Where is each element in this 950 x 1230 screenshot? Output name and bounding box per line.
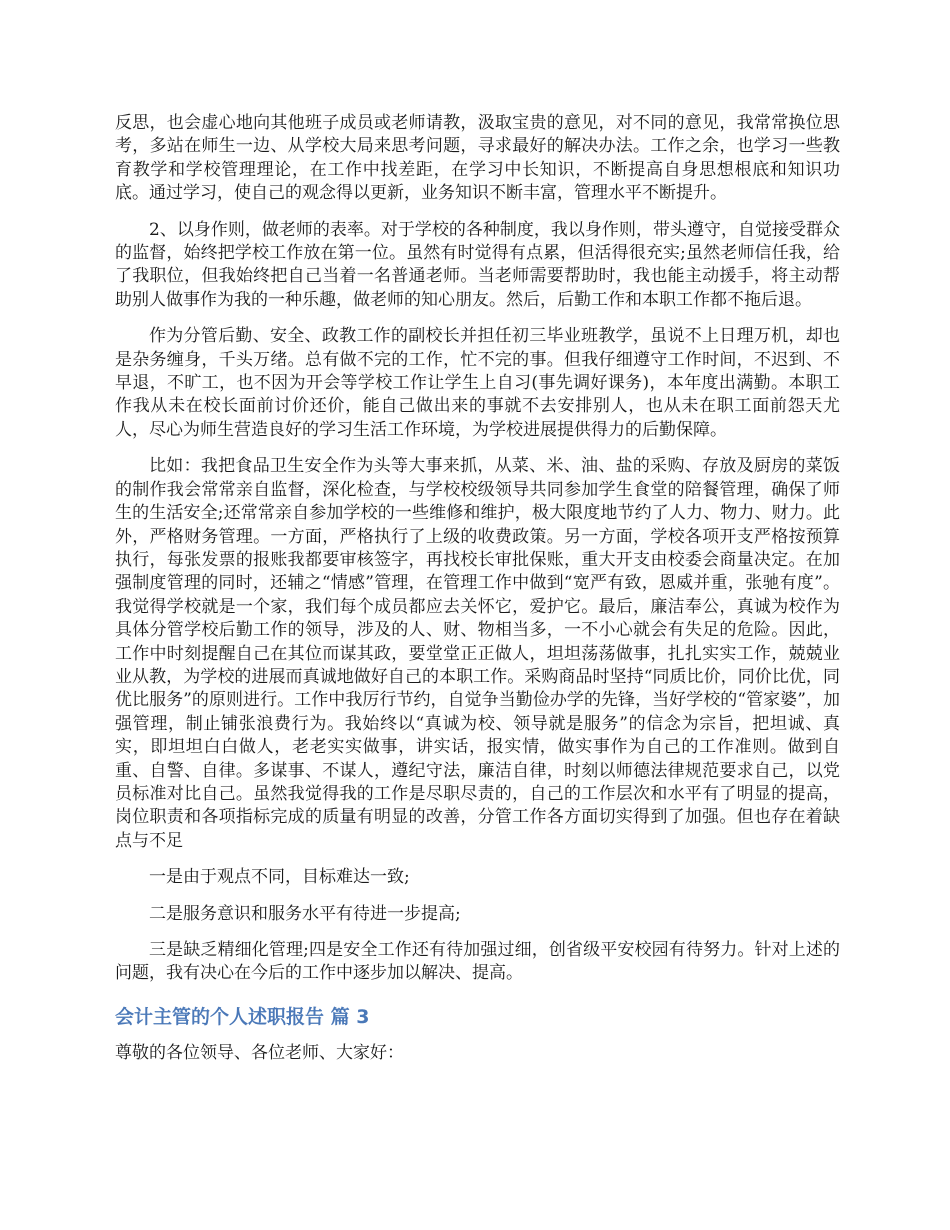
paragraph-lead-by-example: 2、以身作则，做老师的表率。对于学校的各种制度，我以身作则，带头遵守，自觉接受群众的监督，始终把学校工作放在第一位。虽然有时觉得有点累，但活得很充实;虽然老师信任我，给了我职位，但我始终把自己当着一名普通老师。当老师需要帮助时，我也能主动援手，将主动帮助别人做事作为我的一种乐趣，做老师的知心朋友。然后，后勤工作和本职工作都不拖后退。: [115, 219, 840, 310]
paragraph-logistics-role: 作为分管后勤、安全、政教工作的副校长并担任初三毕业班教学，虽说不上日理万机，却也是杂务缠身，千头万绪。总有做不完的工作，忙不完的事。但我仔细遵守工作时间，不迟到、不早退，不旷工，也不因为开会等学校工作让学生上自习(事先调好课务)，本年度出满勤。本职工作我从未在校长面前讨价还价，能自己做出来的事就不去安排别人，也从未在职工面前怨天尤人，尽心为师生营造良好的学习生活工作环境，为学校进展提供得力的后勤保障。: [115, 326, 840, 440]
shortcoming-item-2: 二是服务意识和服务水平有待进一步提高;: [149, 903, 461, 924]
document-page: [115, 112, 840, 1065]
shortcoming-item-3: 三是缺乏精细化管理;四是安全工作还有待加强过细，创省级平安校园有待努力。针对上述的问题，我有决心在今后的工作中逐步加以解决、提高。: [115, 940, 840, 984]
paragraph-reflection: 反思，也会虚心地向其他班子成员或老师请教，汲取宝贵的意见，对不同的意见，我常常换位思考，多站在师生一边、从学校大局来思考问题，寻求最好的解决办法。工作之余，也学习一些教育教学和学校管理理论，在工作中找差距，在学习中长知识，不断提高自身思想根底和知识功底。通过学习，使自己的观念得以更新，业务知识不断丰富，管理水平不断提升。: [115, 113, 840, 204]
shortcoming-item-1: 一是由于观点不同，目标难达一致;: [149, 867, 410, 888]
paragraph-examples: 比如：我把食品卫生安全作为头等大事来抓，从菜、米、油、盐的采购、存放及厨房的菜饭的制作我会常常亲自监督，深化检查，与学校校级领导共同参加学生食堂的陪餐管理，确保了师生的生活安全;还常常亲自参加学校的一些维修和维护，极大限度地节约了人力、物力、财力。此外，严格财务管理。一方面，严格执行了上级的收费政策。另一方面，学校各项开支严格按预算执行，每张发票的报账我都要审核签字，再找校长审批保账，重大开支由校委会商量决定。在加强制度管理的同时，还辅之“情感”管理，在管理工作中做到“宽严有致，恩威并重，张驰有度”。我觉得学校就是一个家，我们每个成员都应去关怀它，爱护它。最后，廉洁奉公，真诚为校作为具体分管学校后勤工作的领导，涉及的人、财、物相当多，一不小心就会有失足的危险。因此，工作中时刻提醒自己在其位而谋其政，要堂堂正正做人，坦坦荡荡做事，扎扎实实工作，兢兢业业从教，为学校的进展而真诚地做好自己的本职工作。采购商品时坚持“同质比价，同价比优，同优比服务”的原则进行。工作中我厉行节约，自觉争当勤俭办学的先锋，当好学校的“管家婆”，加强管理，制止铺张浪费行为。我始终以“真诚为校、领导就是服务”的信念为宗旨，把坦诚、真实，即坦坦白白做人，老老实实做事，讲实话，报实情，做实事作为自己的工作准则。做到自重、自警、自律。多谋事、不谋人，遵纪守法，廉洁自律，时刻以师德法律规范要求自己，以党员标准对比自己。虽然我觉得我的工作是尽职尽责的，自己的工作层次和水平有了明显的提高，岗位职责和各项指标完成的质量有明显的改善，分管工作各方面切实得到了加强。但也存在着缺点与不足: [115, 456, 840, 851]
greeting-line: 尊敬的各位领导、各位老师、大家好：: [115, 1042, 404, 1063]
section-heading: 会计主管的个人述职报告 篇 3: [115, 1005, 370, 1028]
